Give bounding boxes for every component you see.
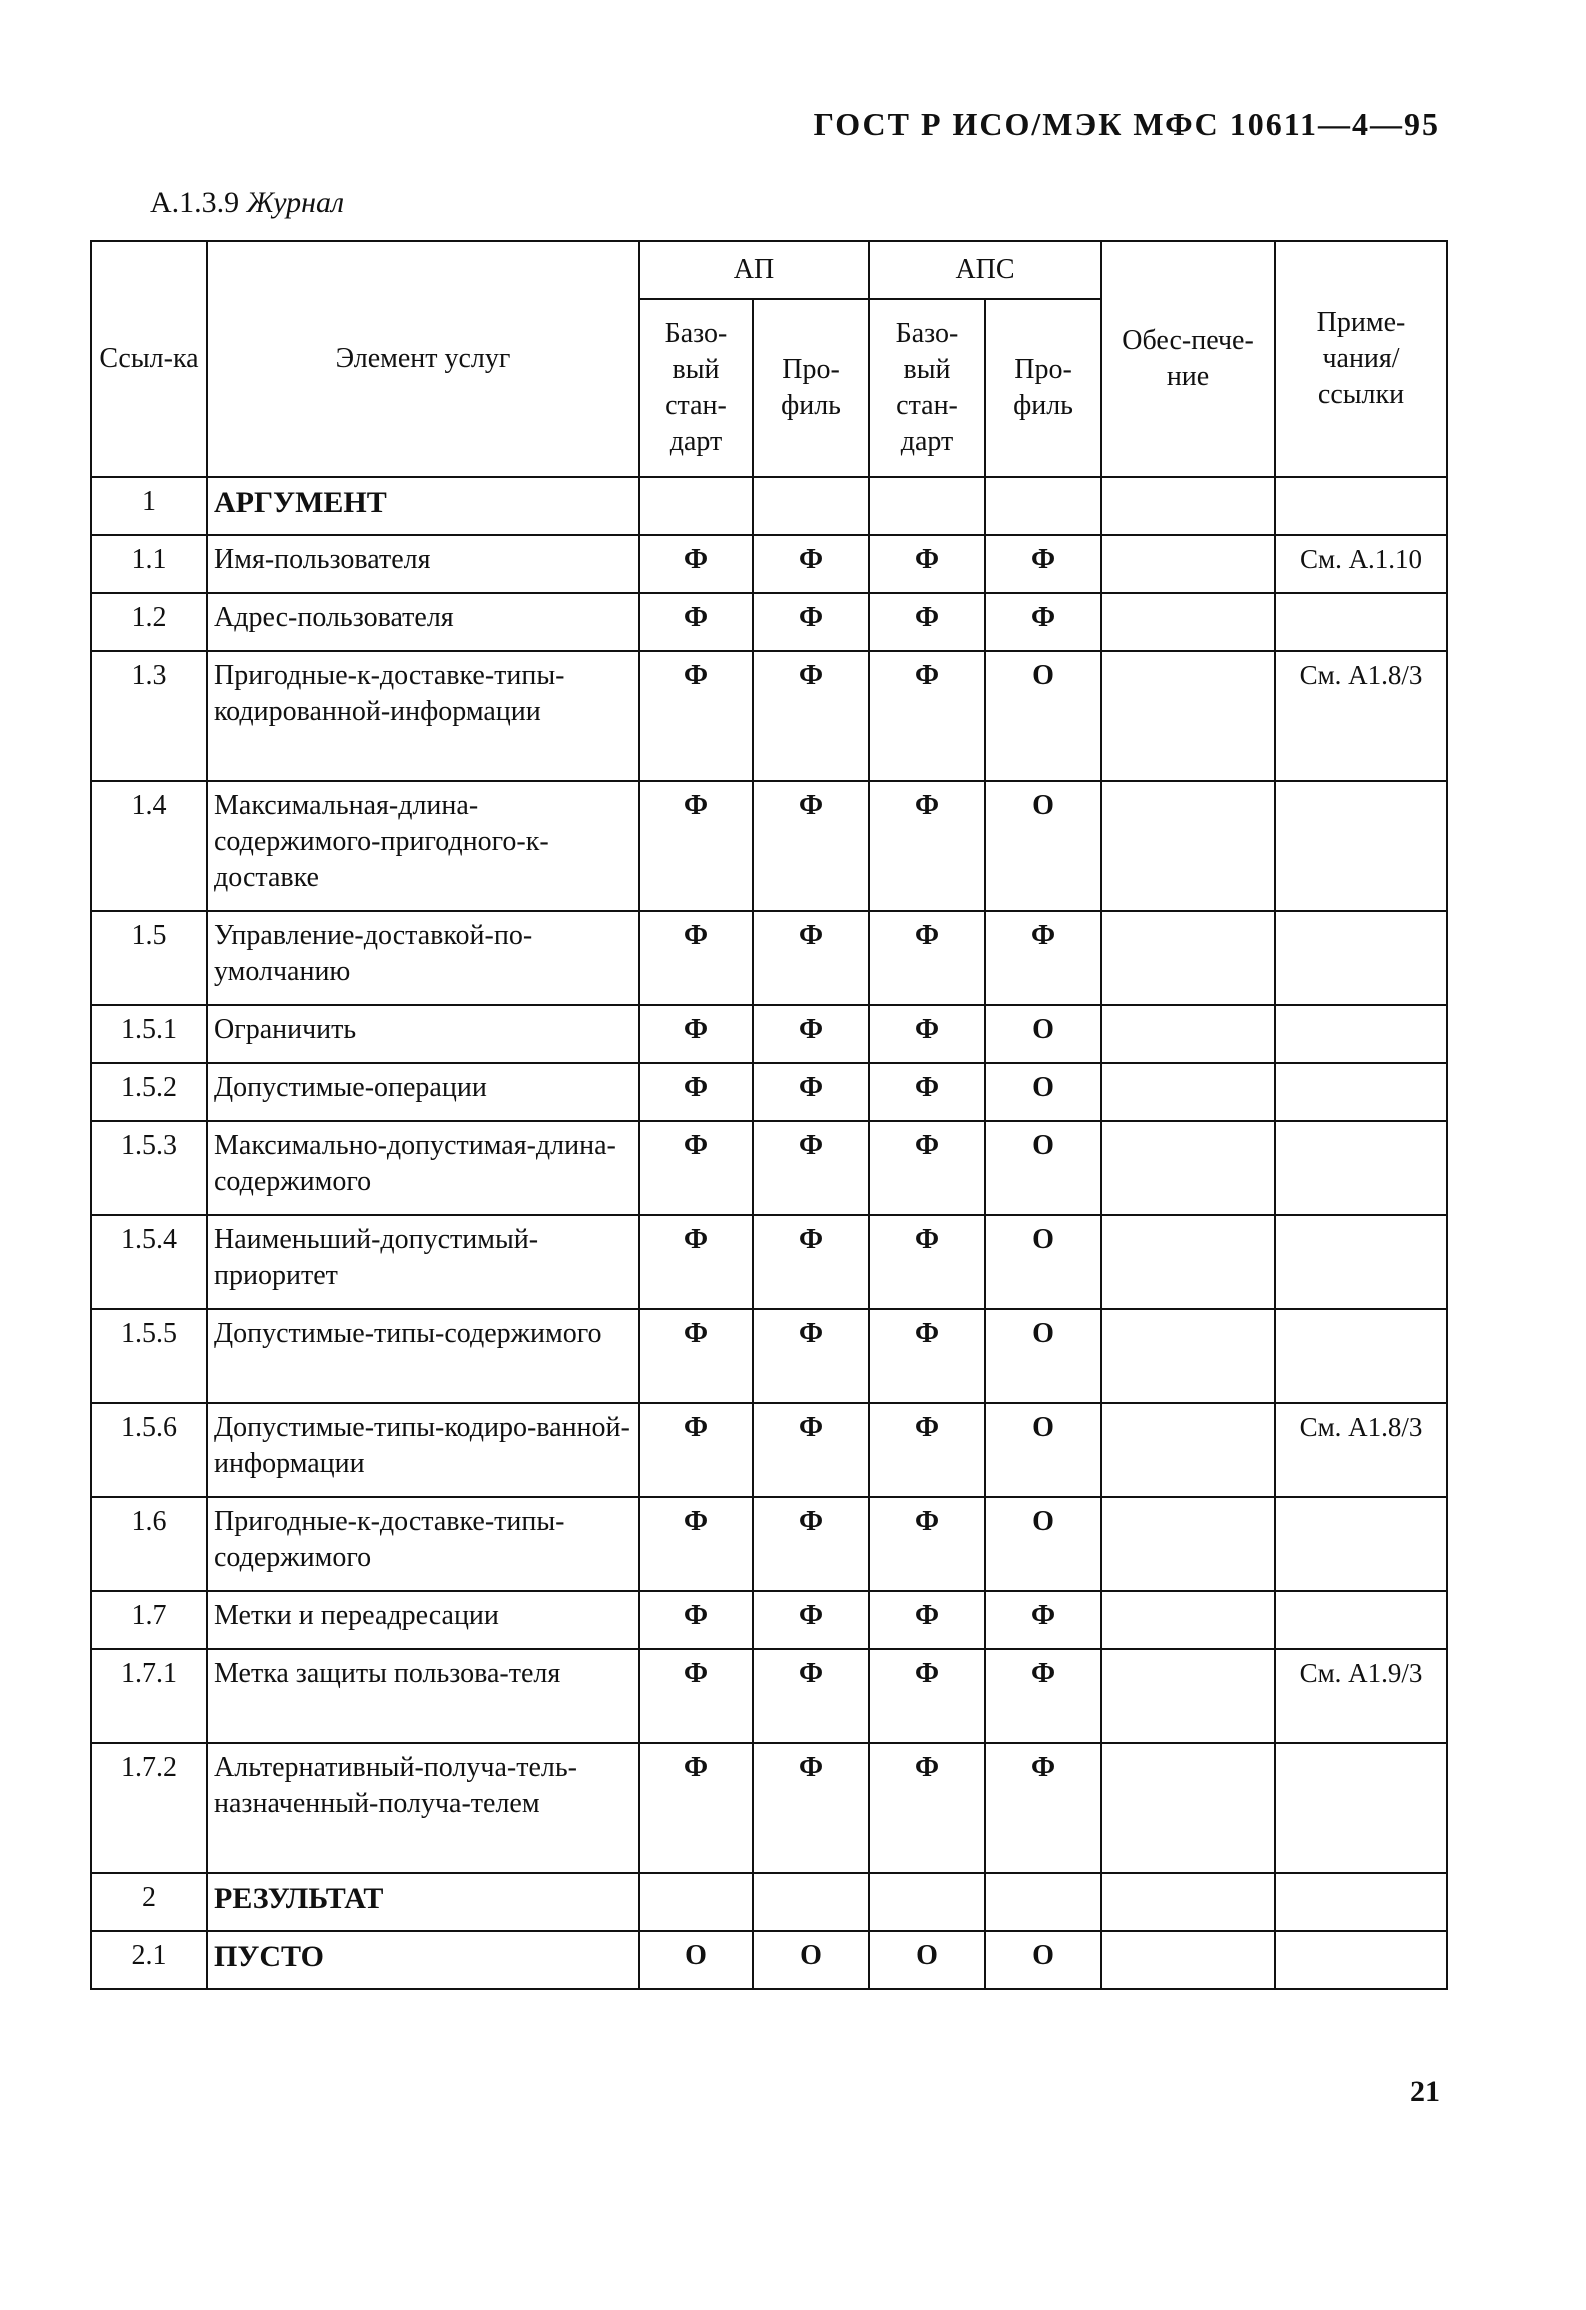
row-aps-base-value: Ф bbox=[869, 1497, 985, 1591]
header-element: Элемент услуг bbox=[207, 241, 639, 477]
row-ap-base-value: Ф bbox=[639, 1309, 753, 1403]
row-ap-base-value: О bbox=[639, 1931, 753, 1989]
row-aps-profile-value: Ф bbox=[985, 1743, 1101, 1873]
row-ap-profile-value: Ф bbox=[753, 1649, 869, 1743]
row-support bbox=[1101, 1005, 1275, 1063]
row-aps-base-value: Ф bbox=[869, 1215, 985, 1309]
header-notes: Приме-чания/ ссылки bbox=[1275, 241, 1447, 477]
row-support bbox=[1101, 1063, 1275, 1121]
row-ap-base-value: Ф bbox=[639, 1063, 753, 1121]
row-aps-profile-value: О bbox=[985, 1497, 1101, 1591]
table-row bbox=[91, 1873, 1447, 1931]
row-aps-base-value: Ф bbox=[869, 1309, 985, 1403]
row-ap-profile-value: Ф bbox=[753, 1403, 869, 1497]
table-row bbox=[91, 1931, 1447, 1989]
row-element: Метка защиты пользова-теля bbox=[207, 1649, 639, 1743]
row-ref: 1.3 bbox=[91, 651, 207, 781]
row-support bbox=[1101, 651, 1275, 781]
header-ref: Ссыл-ка bbox=[91, 241, 207, 477]
row-ap-profile-value: Ф bbox=[753, 651, 869, 781]
row-ref: 1.1 bbox=[91, 535, 207, 593]
row-element: Имя-пользователя bbox=[207, 535, 639, 593]
row-ref: 1.5.6 bbox=[91, 1403, 207, 1497]
row-notes bbox=[1275, 781, 1447, 911]
document-code: ГОСТ Р ИСО/МЭК МФС 10611—4—95 bbox=[813, 106, 1440, 142]
row-aps-profile-value: О bbox=[985, 1121, 1101, 1215]
row-element: Управление-доставкой-по-умолчанию bbox=[207, 911, 639, 1005]
row-ap-base-value: Ф bbox=[639, 593, 753, 651]
table-row bbox=[91, 1063, 1447, 1121]
row-support bbox=[1101, 1743, 1275, 1873]
row-support bbox=[1101, 477, 1275, 535]
row-notes bbox=[1275, 1215, 1447, 1309]
row-ap-profile-value: Ф bbox=[753, 1591, 869, 1649]
row-ap-base-value bbox=[639, 1873, 753, 1931]
header-support: Обес-пече-ние bbox=[1101, 241, 1275, 477]
row-element: Метки и переадресации bbox=[207, 1591, 639, 1649]
row-aps-base-value: Ф bbox=[869, 1121, 985, 1215]
row-element: Максимально-допустимая-длина-содержимого bbox=[207, 1121, 639, 1215]
row-ap-base-value: Ф bbox=[639, 1403, 753, 1497]
row-aps-profile-value: Ф bbox=[985, 911, 1101, 1005]
row-aps-base-value: Ф bbox=[869, 1063, 985, 1121]
row-notes: См. А1.9/3 bbox=[1275, 1649, 1447, 1743]
row-notes bbox=[1275, 1873, 1447, 1931]
row-ref: 1.7.1 bbox=[91, 1649, 207, 1743]
row-notes bbox=[1275, 911, 1447, 1005]
row-notes: См. А.1.10 bbox=[1275, 535, 1447, 593]
row-support bbox=[1101, 1873, 1275, 1931]
row-ap-profile-value: Ф bbox=[753, 593, 869, 651]
row-notes bbox=[1275, 1005, 1447, 1063]
row-element: Альтернативный-получа-тель-назначенный-получа-телем bbox=[207, 1743, 639, 1873]
row-aps-base-value: Ф bbox=[869, 1743, 985, 1873]
row-aps-profile-value: О bbox=[985, 1063, 1101, 1121]
row-ref: 1.7 bbox=[91, 1591, 207, 1649]
table-row bbox=[91, 1649, 1447, 1743]
table-row bbox=[91, 535, 1447, 593]
header-aps-profile: Про-филь bbox=[985, 299, 1101, 477]
row-aps-base-value: Ф bbox=[869, 1403, 985, 1497]
header-ap-base-standard: Базо-вый стан-дарт bbox=[639, 299, 753, 477]
row-aps-base-value bbox=[869, 477, 985, 535]
table-row bbox=[91, 1309, 1447, 1403]
table-row bbox=[91, 1215, 1447, 1309]
row-aps-profile-value: О bbox=[985, 651, 1101, 781]
row-aps-base-value: Ф bbox=[869, 1649, 985, 1743]
row-ap-base-value: Ф bbox=[639, 781, 753, 911]
row-aps-base-value: Ф bbox=[869, 911, 985, 1005]
row-element: РЕЗУЛЬТАТ bbox=[207, 1873, 639, 1931]
row-support bbox=[1101, 535, 1275, 593]
row-aps-base-value bbox=[869, 1873, 985, 1931]
table-row bbox=[91, 1497, 1447, 1591]
row-ap-base-value bbox=[639, 477, 753, 535]
row-aps-base-value: Ф bbox=[869, 1591, 985, 1649]
row-ap-profile-value bbox=[753, 1873, 869, 1931]
row-element: Допустимые-типы-кодиро-ванной-информации bbox=[207, 1403, 639, 1497]
row-support bbox=[1101, 1309, 1275, 1403]
row-ref: 1.5.5 bbox=[91, 1309, 207, 1403]
row-element: ПУСТО bbox=[207, 1931, 639, 1989]
row-element: Пригодные-к-доставке-типы-кодированной-информации bbox=[207, 651, 639, 781]
row-ref: 2.1 bbox=[91, 1931, 207, 1989]
row-ap-profile-value: Ф bbox=[753, 1005, 869, 1063]
row-ap-base-value: Ф bbox=[639, 1649, 753, 1743]
row-ap-profile-value bbox=[753, 477, 869, 535]
table-row bbox=[91, 1121, 1447, 1215]
row-aps-base-value: Ф bbox=[869, 535, 985, 593]
row-ap-profile-value: Ф bbox=[753, 1309, 869, 1403]
table-row bbox=[91, 911, 1447, 1005]
row-aps-profile-value: О bbox=[985, 781, 1101, 911]
row-support bbox=[1101, 593, 1275, 651]
row-element: АРГУМЕНТ bbox=[207, 477, 639, 535]
row-notes bbox=[1275, 1591, 1447, 1649]
row-element: Пригодные-к-доставке-типы-содержимого bbox=[207, 1497, 639, 1591]
row-ap-base-value: Ф bbox=[639, 1591, 753, 1649]
row-ap-profile-value: Ф bbox=[753, 1497, 869, 1591]
row-ap-base-value: Ф bbox=[639, 535, 753, 593]
row-notes bbox=[1275, 593, 1447, 651]
row-ref: 1.5 bbox=[91, 911, 207, 1005]
row-ap-base-value: Ф bbox=[639, 651, 753, 781]
row-element: Максимальная-длина-содержимого-пригодного-к-доставке bbox=[207, 781, 639, 911]
section-number: А.1.3.9 bbox=[150, 186, 240, 219]
table-row bbox=[91, 1743, 1447, 1873]
row-ap-base-value: Ф bbox=[639, 1743, 753, 1873]
row-element: Наименьший-допустимый-приоритет bbox=[207, 1215, 639, 1309]
row-element: Ограничить bbox=[207, 1005, 639, 1063]
row-notes bbox=[1275, 1309, 1447, 1403]
row-ref: 1.5.2 bbox=[91, 1063, 207, 1121]
row-element: Адрес-пользователя bbox=[207, 593, 639, 651]
row-notes bbox=[1275, 1931, 1447, 1989]
row-ap-profile-value: Ф bbox=[753, 1743, 869, 1873]
table-row bbox=[91, 1591, 1447, 1649]
row-aps-profile-value: О bbox=[985, 1215, 1101, 1309]
table-row bbox=[91, 1403, 1447, 1497]
table-row bbox=[91, 1005, 1447, 1063]
row-support bbox=[1101, 1931, 1275, 1989]
row-ap-profile-value: Ф bbox=[753, 1063, 869, 1121]
row-ap-base-value: Ф bbox=[639, 1005, 753, 1063]
row-ref: 1.5.4 bbox=[91, 1215, 207, 1309]
row-ap-base-value: Ф bbox=[639, 911, 753, 1005]
row-ref: 1.4 bbox=[91, 781, 207, 911]
row-ap-base-value: Ф bbox=[639, 1497, 753, 1591]
row-ref: 1.5.3 bbox=[91, 1121, 207, 1215]
row-notes: См. А1.8/3 bbox=[1275, 1403, 1447, 1497]
row-aps-base-value: О bbox=[869, 1931, 985, 1989]
row-support bbox=[1101, 1403, 1275, 1497]
row-aps-base-value: Ф bbox=[869, 593, 985, 651]
row-ref: 1.2 bbox=[91, 593, 207, 651]
header-aps-base-standard: Базо-вый стан-дарт bbox=[869, 299, 985, 477]
row-ap-base-value: Ф bbox=[639, 1215, 753, 1309]
row-ref: 1.5.1 bbox=[91, 1005, 207, 1063]
row-ap-profile-value: Ф bbox=[753, 1121, 869, 1215]
row-element: Допустимые-операции bbox=[207, 1063, 639, 1121]
row-aps-profile-value: Ф bbox=[985, 593, 1101, 651]
row-notes bbox=[1275, 1497, 1447, 1591]
row-aps-profile-value: Ф bbox=[985, 1591, 1101, 1649]
row-support bbox=[1101, 1215, 1275, 1309]
row-ap-profile-value: Ф bbox=[753, 1215, 869, 1309]
header-group-aps: АПС bbox=[869, 241, 1101, 299]
row-aps-profile-value bbox=[985, 1873, 1101, 1931]
row-ap-profile-value: О bbox=[753, 1931, 869, 1989]
row-ref: 1.6 bbox=[91, 1497, 207, 1591]
row-notes: См. А1.8/3 bbox=[1275, 651, 1447, 781]
section-title bbox=[150, 186, 344, 220]
table-row bbox=[91, 651, 1447, 781]
row-aps-profile-value: О bbox=[985, 1005, 1101, 1063]
services-table bbox=[90, 240, 1448, 1990]
row-ap-profile-value: Ф bbox=[753, 535, 869, 593]
row-aps-base-value: Ф bbox=[869, 651, 985, 781]
row-aps-profile-value: О bbox=[985, 1931, 1101, 1989]
row-notes bbox=[1275, 477, 1447, 535]
row-support bbox=[1101, 1497, 1275, 1591]
row-ap-base-value: Ф bbox=[639, 1121, 753, 1215]
row-ref: 1 bbox=[91, 477, 207, 535]
row-support bbox=[1101, 781, 1275, 911]
row-ref: 1.7.2 bbox=[91, 1743, 207, 1873]
header-group-ap: АП bbox=[639, 241, 869, 299]
row-aps-profile-value: Ф bbox=[985, 535, 1101, 593]
row-aps-base-value: Ф bbox=[869, 781, 985, 911]
row-ap-profile-value: Ф bbox=[753, 781, 869, 911]
table-body bbox=[91, 477, 1447, 1989]
row-support bbox=[1101, 911, 1275, 1005]
table-row bbox=[91, 477, 1447, 535]
row-notes bbox=[1275, 1121, 1447, 1215]
table-row bbox=[91, 593, 1447, 651]
row-aps-base-value: Ф bbox=[869, 1005, 985, 1063]
page-number: 21 bbox=[1410, 2075, 1440, 2108]
row-ap-profile-value: Ф bbox=[753, 911, 869, 1005]
row-support bbox=[1101, 1121, 1275, 1215]
row-ref: 2 bbox=[91, 1873, 207, 1931]
row-aps-profile-value: О bbox=[985, 1403, 1101, 1497]
row-element: Допустимые-типы-содержимого bbox=[207, 1309, 639, 1403]
row-support bbox=[1101, 1649, 1275, 1743]
section-name: Журнал bbox=[246, 186, 345, 219]
row-notes bbox=[1275, 1063, 1447, 1121]
table-row bbox=[91, 781, 1447, 911]
header-ap-profile: Про-филь bbox=[753, 299, 869, 477]
row-aps-profile-value: О bbox=[985, 1309, 1101, 1403]
row-aps-profile-value bbox=[985, 477, 1101, 535]
row-support bbox=[1101, 1591, 1275, 1649]
row-notes bbox=[1275, 1743, 1447, 1873]
row-aps-profile-value: Ф bbox=[985, 1649, 1101, 1743]
